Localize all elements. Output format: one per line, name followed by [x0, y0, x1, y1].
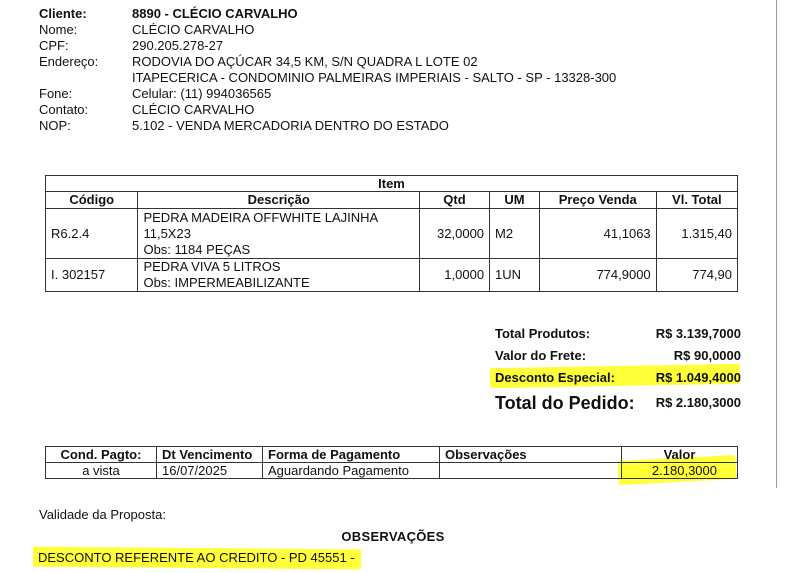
item-preco: 41,1063 — [539, 209, 656, 259]
header-descricao: Descrição — [138, 192, 419, 209]
totals-block — [495, 323, 741, 417]
observacoes-text: DESCONTO REFERENTE AO CREDITO - PD 45551 - — [38, 550, 355, 565]
desconto-especial-row — [495, 367, 741, 389]
total-pedido-label: Total do Pedido: — [495, 393, 635, 413]
item-um: 1UN — [490, 259, 540, 292]
label-cliente: Cliente: — [39, 6, 87, 21]
item-descricao-line: 11,5X23 — [143, 225, 191, 241]
value-cpf: 290.205.278-27 — [132, 38, 224, 53]
header-observacoes: Observações — [440, 447, 622, 463]
items-title-row — [46, 176, 738, 192]
value-contato: CLÉCIO CARVALHO — [132, 102, 255, 117]
valor-frete-label: Valor do Frete: — [495, 348, 587, 363]
value-endereco-line2: ITAPECERICA - CONDOMINIO PALMEIRAS IMPERIAIS - SALTO - SP - 13328-300 — [132, 70, 617, 85]
pay-cond: a vista — [46, 463, 157, 479]
label-endereco: Endereço: — [39, 54, 99, 69]
item-descricao — [138, 259, 419, 292]
pay-obs — [440, 463, 622, 479]
label-cpf: CPF: — [39, 38, 69, 53]
value-cliente: 8890 - CLÉCIO CARVALHO — [132, 6, 298, 21]
value-nome: CLÉCIO CARVALHO — [132, 22, 255, 37]
item-qtd: 1,0000 — [419, 259, 489, 292]
header-dt-vencimento: Dt Vencimento — [157, 447, 263, 463]
header-codigo: Código — [46, 192, 138, 209]
item-qtd: 32,0000 — [419, 209, 489, 259]
desconto-especial-value: R$ 1.049,4000 — [655, 370, 741, 385]
total-produtos-label: Total Produtos: — [495, 326, 591, 341]
payment-header-row — [46, 447, 738, 463]
item-descricao-line: PEDRA MADEIRA OFFWHITE LAJINHA — [143, 209, 379, 225]
valor-frete-value: R$ 90,0000 — [673, 348, 741, 363]
item-preco: 774,9000 — [539, 259, 656, 292]
item-descricao-line: PEDRA VIVA 5 LITROS — [143, 259, 281, 274]
page-edge-line — [776, 0, 777, 488]
header-cond-pagto: Cond. Pagto: — [46, 447, 157, 463]
payment-table — [45, 446, 738, 479]
value-fone: Celular: (11) 994036565 — [132, 86, 272, 101]
item-codigo: R6.2.4 — [46, 209, 138, 259]
header-qtd: Qtd — [419, 192, 489, 209]
header-preco-venda: Preço Venda — [539, 192, 656, 209]
item-obs: Obs: 1184 PEÇAS — [143, 241, 251, 257]
value-nop: 5.102 - VENDA MERCADORIA DENTRO DO ESTADO — [132, 118, 449, 133]
item-total: 774,90 — [656, 259, 737, 292]
label-fone: Fone: — [39, 86, 73, 101]
observacoes-title: OBSERVAÇÕES — [341, 529, 445, 544]
items-title: Item — [46, 176, 738, 192]
items-table — [45, 175, 738, 292]
table-row — [46, 259, 738, 292]
header-vl-total: Vl. Total — [656, 192, 737, 209]
header-valor: Valor — [622, 447, 738, 463]
item-total: 1.315,40 — [656, 209, 737, 259]
label-nop: NOP: — [39, 118, 71, 133]
value-endereco-line1: RODOVIA DO AÇÚCAR 34,5 KM, S/N QUADRA L LOTE 02 — [132, 54, 478, 69]
item-codigo: I. 302157 — [46, 259, 138, 292]
item-descricao — [138, 209, 419, 259]
header-forma-pagamento: Forma de Pagamento — [263, 447, 440, 463]
total-pedido-value: R$ 2.180,3000 — [655, 395, 741, 410]
table-row — [46, 463, 738, 479]
total-produtos-value: R$ 3.139,7000 — [655, 326, 741, 341]
label-contato: Contato: — [39, 102, 89, 117]
total-produtos-row — [495, 323, 741, 345]
label-nome: Nome: — [39, 22, 78, 37]
valor-frete-row — [495, 345, 741, 367]
total-pedido-row — [495, 389, 741, 417]
pay-valor: 2.180,3000 — [622, 463, 738, 479]
pay-forma: Aguardando Pagamento — [263, 463, 440, 479]
pay-vencimento: 16/07/2025 — [157, 463, 263, 479]
items-header-row — [46, 192, 738, 209]
desconto-especial-label: Desconto Especial: — [495, 370, 615, 385]
table-row — [46, 209, 738, 259]
item-um: M2 — [490, 209, 540, 259]
item-obs: Obs: IMPERMEABILIZANTE — [143, 275, 310, 290]
header-um: UM — [490, 192, 540, 209]
validade-proposta-label: Validade da Proposta: — [39, 507, 166, 522]
